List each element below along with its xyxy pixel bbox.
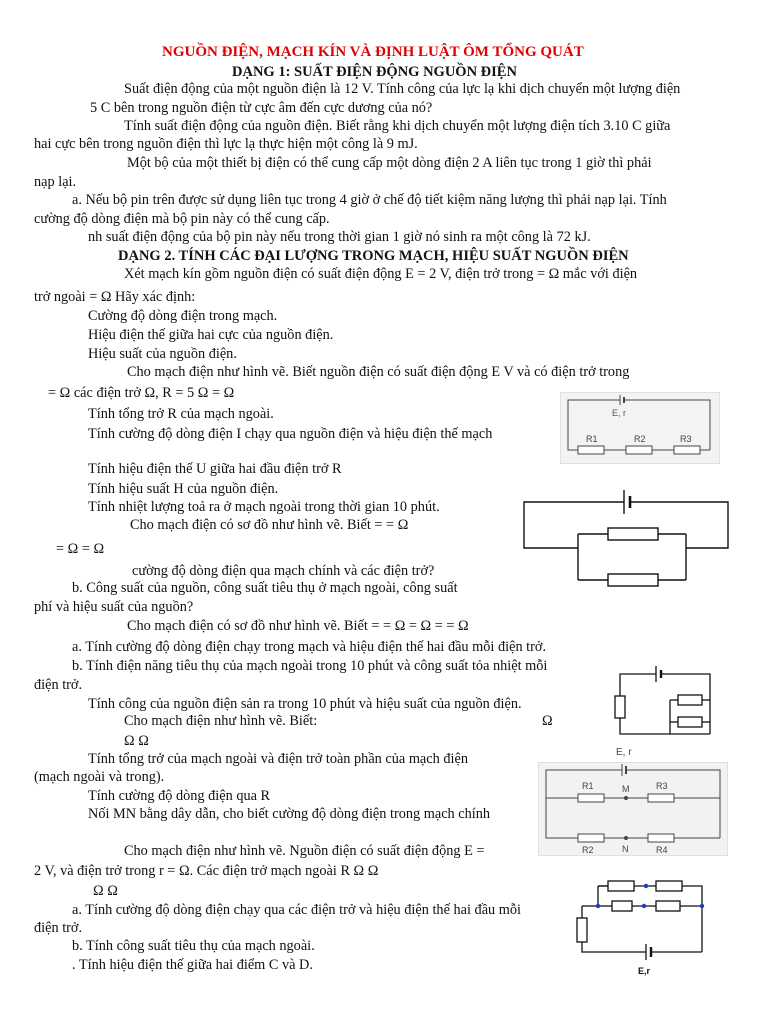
text-line-34: Ω Ω [124, 733, 149, 749]
text-line-32: Cho mạch điện như hình vẽ. Biết: [124, 713, 318, 729]
resistor-r2 [578, 834, 604, 842]
text-line-10: Xét mạch kín gồm nguồn điện có suất điện động E = 2 V, điện trở trong = Ω mắc với điện [124, 266, 638, 282]
node-m [624, 796, 628, 800]
resistor-top-2 [656, 881, 682, 891]
wire-left [620, 674, 670, 734]
circuit-figure-5 [538, 762, 728, 856]
label-n: N [622, 844, 629, 854]
text-line-41: Ω Ω [93, 883, 118, 899]
label-r2: R2 [582, 845, 594, 855]
resistor-r4 [648, 834, 674, 842]
text-line-36: (mạch ngoài và trong). [34, 769, 165, 785]
text-line-45: . Tính hiệu điện thế giữa hai điểm C và D. [72, 957, 313, 973]
text-line-3: Tính suất điện động của nguồn điện. Biết rằng khi dịch chuyển một lượng điện tích 3.10 C giữa [124, 118, 671, 134]
figure-5-frame [538, 762, 728, 856]
heading-dang-1: DẠNG 1: SUẤT ĐIỆN ĐỘNG NGUỒN ĐIỆN [232, 64, 517, 80]
text-line-44: b. Tính công suất tiêu thụ của mạch ngoài. [72, 938, 315, 954]
label-m: M [622, 784, 630, 794]
resistor-vertical [577, 918, 587, 942]
text-line-23: = Ω = Ω [56, 541, 105, 557]
text-line-14: Hiệu suất của nguồn điện. [88, 346, 237, 362]
text-line-40: 2 V, và điện trở trong r = Ω. Các điện trở mạch ngoài R Ω Ω [34, 863, 379, 879]
heading-dang-2: DẠNG 2. TÍNH CÁC ĐẠI LƯỢNG TRONG MẠCH, HIỆU SUẤT NGUỒN ĐIỆN [118, 248, 629, 264]
text-line-31: Tính công của nguồn điện sản ra trong 10 phút và hiệu suất của nguồn điện. [88, 696, 522, 712]
text-line-13: Hiệu điện thế giữa hai cực của nguồn điện. [88, 327, 334, 343]
text-line-17: Tính tổng trở R của mạch ngoài. [88, 406, 274, 422]
text-line-18: Tính cường độ dòng điện I chạy qua nguồn điện và hiệu điện thế mạch [88, 426, 493, 442]
wire-outer-left [524, 502, 624, 548]
text-line-1: Suất điện động của một nguồn điện là 12 V. Tính công của lực lạ khi dịch chuyển một lượng điện [124, 81, 681, 97]
resistor-r1 [578, 794, 604, 802]
circuit-figure-2 [518, 488, 738, 600]
resistor-r1 [578, 446, 604, 454]
resistor-top [608, 528, 658, 540]
wire-outer-right [630, 502, 728, 548]
resistor-top-1 [608, 881, 634, 891]
text-line-42: a. Tính cường độ dòng điện chạy qua các điện trở và hiệu điện thế hai đầu mỗi [72, 902, 521, 918]
text-line-2: 5 C bên trong nguồn điện từ cực âm đến cực dương của nó? [90, 100, 433, 116]
text-line-11: trở ngoài = Ω Hãy xác định: [34, 289, 196, 305]
text-line-33: Ω [542, 713, 553, 729]
figure-4-source-label: E, r [616, 747, 632, 758]
wire-bottom-left [582, 942, 646, 952]
node-left [596, 904, 600, 908]
text-line-28: a. Tính cường độ dòng điện chạy trong mạch và hiệu điện thế hai đầu mỗi điện trở. [72, 639, 547, 655]
resistor-mid-2 [656, 901, 680, 911]
node-top [644, 884, 648, 888]
text-line-30: điện trở. [34, 677, 83, 693]
label-r3: R3 [680, 434, 692, 444]
label-r1: R1 [586, 434, 598, 444]
resistor-pair-top [678, 695, 702, 705]
resistor-r2 [626, 446, 652, 454]
resistor-r3 [674, 446, 700, 454]
text-line-25: b. Công suất của nguồn, công suất tiêu thụ ở mạch ngoài, công suất [72, 580, 458, 596]
text-line-22: Cho mạch điện có sơ đồ như hình vẽ. Biết = = Ω [130, 517, 409, 533]
resistor-pair-bottom [678, 717, 702, 727]
text-line-7: a. Nếu bộ pin trên được sử dụng liên tục trong 4 giờ ở chế độ tiết kiệm năng lượng thì phải nạp lại. Tính [72, 192, 667, 208]
wire-top [598, 886, 702, 952]
node-n [624, 836, 628, 840]
resistor-mid-1 [612, 901, 632, 911]
source-label: E, r [612, 408, 627, 418]
text-line-37: Tính cường độ dòng điện qua R [88, 788, 271, 804]
resistor-r3 [648, 794, 674, 802]
text-line-4: hai cực bên trong nguồn điện thì lực lạ thực hiện một công là 9 mJ. [34, 136, 418, 152]
text-line-15: Cho mạch điện như hình vẽ. Biết nguồn điện có suất điện động E V và có điện trở trong [127, 364, 630, 380]
text-line-26: phí và hiệu suất của nguồn? [34, 599, 194, 615]
text-line-38: Nối MN bằng dây dẫn, cho biết cường độ dòng điện trong mạch chính [88, 806, 491, 822]
text-line-43: điện trở. [34, 920, 83, 936]
text-line-5: Một bộ của một thiết bị điện có thể cung cấp một dòng điện 2 A liên tục trong 1 giờ thì phải [127, 155, 652, 171]
label-source: E,r [638, 966, 651, 976]
doc-title: NGUỒN ĐIỆN, MẠCH KÍN VÀ ĐỊNH LUẬT ÔM TỔNG QUÁT [162, 44, 584, 60]
text-line-9: nh suất điện động của bộ pin này nếu trong thời gian 1 giờ nó sinh ra một công là 72 kJ. [88, 229, 591, 245]
resistor-vertical [615, 696, 625, 718]
text-line-12: Cường độ dòng điện trong mạch. [88, 308, 278, 324]
text-line-20: Tính hiệu suất H của nguồn điện. [88, 481, 279, 497]
text-line-6: nạp lại. [34, 174, 77, 190]
text-line-24: cường độ dòng điện qua mạch chính và các điện trở? [132, 563, 435, 579]
text-line-29: b. Tính điện năng tiêu thụ của mạch ngoài trong 10 phút và công suất tỏa nhiệt mỗi [72, 658, 548, 674]
text-line-16: = Ω các điện trở Ω, R = 5 Ω = Ω [48, 385, 235, 401]
text-line-35: Tính tổng trở của mạch ngoài và điện trở toàn phần của mạch điện [88, 751, 468, 767]
text-line-27: Cho mạch điện có sơ đồ như hình vẽ. Biết = = Ω = Ω = = Ω [127, 618, 469, 634]
text-line-39: Cho mạch điện như hình vẽ. Nguồn điện có suất điện động E = [124, 843, 485, 859]
label-r1: R1 [582, 781, 594, 791]
text-line-19: Tính hiệu điện thế U giữa hai đầu điện trở R [88, 461, 342, 477]
node-right [700, 904, 704, 908]
node-mid [642, 904, 646, 908]
circuit-figure-1 [560, 392, 720, 464]
label-r2: R2 [634, 434, 646, 444]
resistor-bottom [608, 574, 658, 586]
circuit-figure-6 [572, 874, 722, 978]
circuit-figure-3 [608, 664, 728, 742]
label-r4: R4 [656, 845, 668, 855]
text-line-8: cường độ dòng điện mà bộ pin này có thể cung cấp. [34, 211, 330, 227]
label-r3: R3 [656, 781, 668, 791]
text-line-21: Tính nhiệt lượng toả ra ở mạch ngoài trong thời gian 10 phút. [88, 499, 440, 515]
